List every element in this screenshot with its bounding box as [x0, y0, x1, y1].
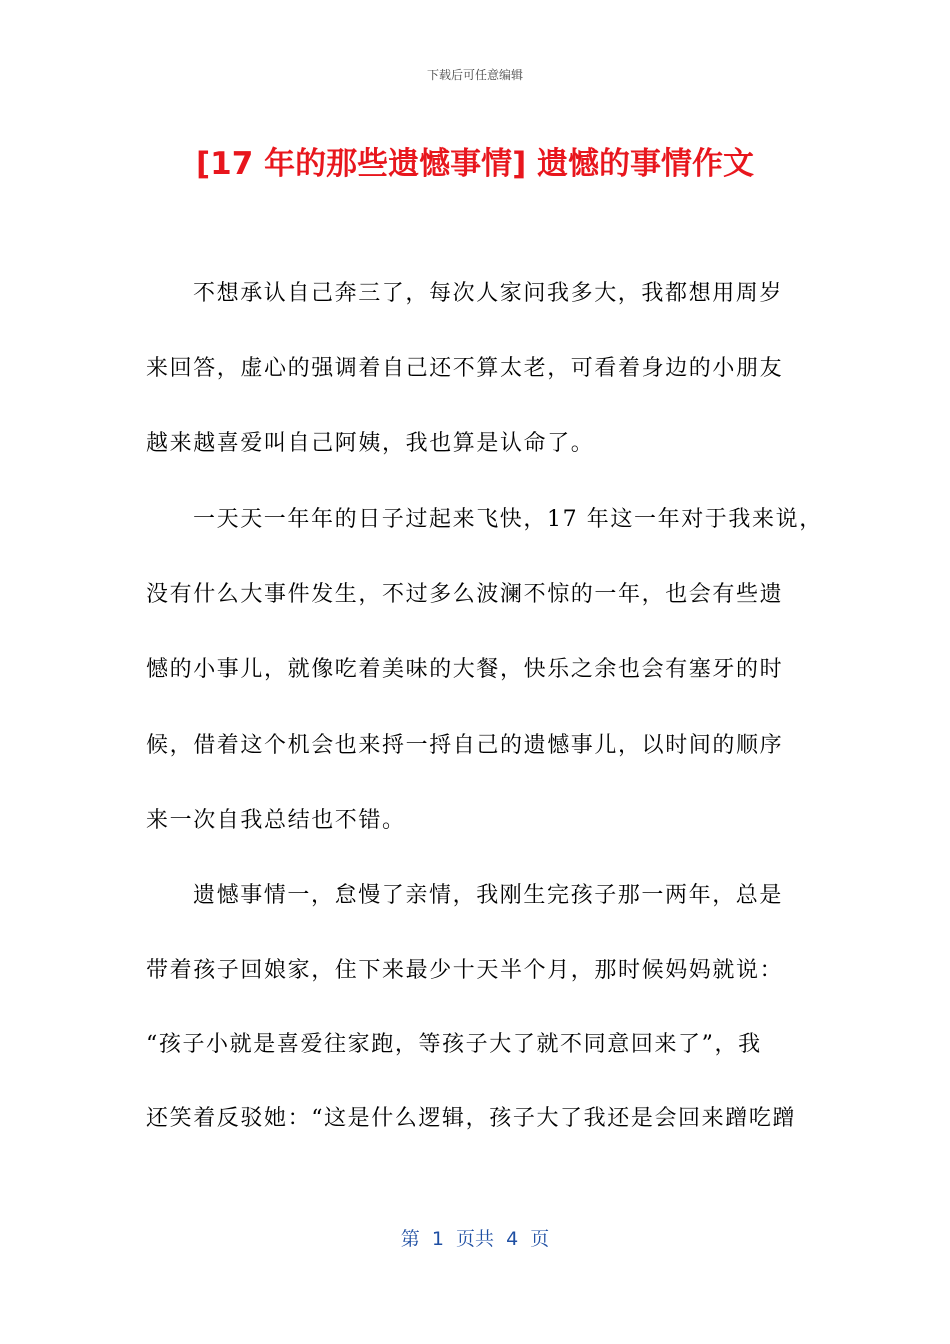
body-line: 一天天一年年的日子过起来飞快，17 年这一年对于我来说， — [193, 507, 823, 532]
body-line: 没有什么大事件发生，不过多么波澜不惊的一年，也会有些遗 — [146, 582, 784, 607]
body-line: “孩子小就是喜爱往家跑，等孩子大了就不同意回来了”，我 — [146, 1032, 762, 1057]
page-number: 第 1 页共 4 页 — [400, 1228, 550, 1250]
body-line: 来回答，虚心的强调着自己还不算太老，可看着身边的小朋友 — [146, 356, 784, 381]
page-header-note: 下载后可任意编辑 — [426, 68, 523, 82]
body-line: 带着孩子回娘家，住下来最少十天半个月，那时候妈妈就说： — [146, 958, 784, 983]
body-line: 憾的小事儿，就像吃着美味的大餐，快乐之余也会有塞牙的时 — [146, 657, 784, 682]
body-line: 越来越喜爱叫自己阿姨，我也算是认命了。 — [146, 431, 595, 456]
document-title: [17 年的那些遗憾事情] 遗憾的事情作文 — [195, 146, 755, 182]
body-line: 候，借着这个机会也来捋一捋自己的遗憾事儿，以时间的顺序 — [146, 733, 784, 758]
body-line: 来一次自我总结也不错。 — [146, 808, 406, 833]
body-line: 还笑着反驳她：“这是什么逻辑，孩子大了我还是会回来蹭吃蹭 — [146, 1106, 797, 1131]
body-line: 不想承认自己奔三了，每次人家问我多大，我都想用周岁 — [193, 281, 784, 306]
body-line: 遗憾事情一，怠慢了亲情，我刚生完孩子那一两年，总是 — [193, 883, 784, 908]
